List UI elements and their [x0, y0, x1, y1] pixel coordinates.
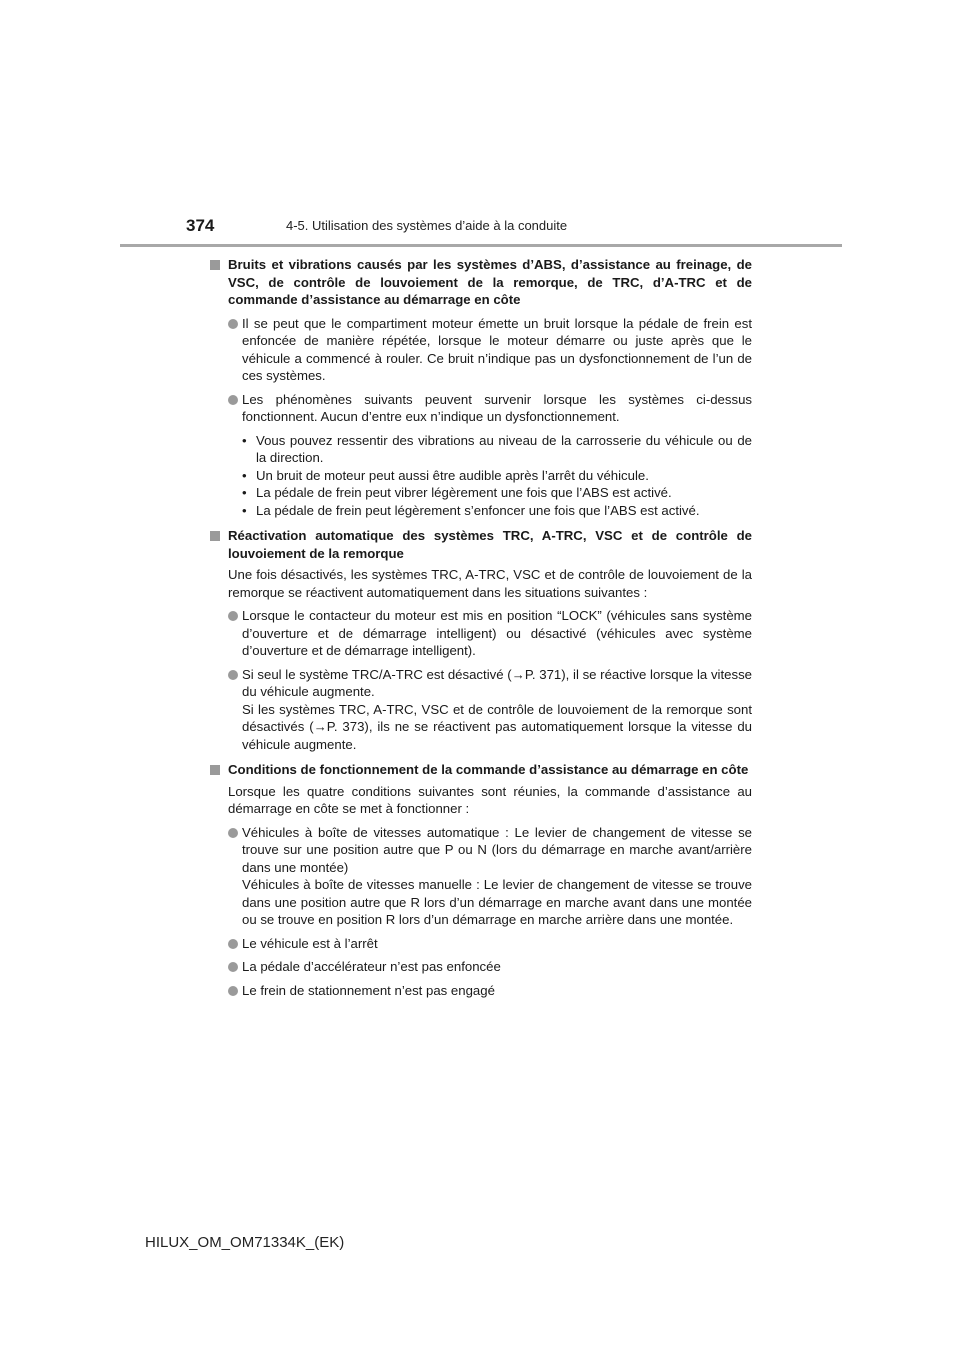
sub-item: • La pédale de frein peut légèrement s’enfoncer une fois que l’ABS est activé.	[242, 502, 700, 518]
circle-bullet-icon	[228, 828, 238, 838]
page-number: 374	[186, 216, 215, 235]
dot-marker-icon: •	[242, 467, 247, 483]
circle-bullet-icon	[228, 962, 238, 972]
circle-bullet-icon	[228, 939, 238, 949]
bullet-item: La pédale d’accélérateur n’est pas enfoncée	[228, 958, 752, 976]
square-bullet-icon	[210, 531, 220, 541]
bullet-item: Le véhicule est à l’arrêt	[228, 935, 752, 953]
bullet-item: Les phénomènes suivants peuvent survenir lorsque les systèmes ci-dessus fonctionnent. Aucun d’entre eux n’indique un dysfonctionnement.	[228, 391, 752, 426]
dot-marker-icon: •	[242, 485, 247, 500]
sub-list	[242, 432, 752, 520]
section-title: 4-5. Utilisation des systèmes d’aide à la conduite	[286, 218, 568, 233]
section-heading: Bruits et vibrations causés par les systèmes d’ABS, d’assistance au freinage, de VSC, de contrôle de louvoiement de la remorque, de TRC, d’A-TRC et de commande d’assistance au démarrage en côte	[210, 256, 752, 309]
paragraph: Une fois désactivés, les systèmes TRC, A-TRC, VSC et de contrôle de louvoiement de la remorque se réactivent automatiquement dans les situations suivantes :	[228, 567, 752, 600]
bullet-item: Le frein de stationnement n’est pas engagé	[228, 982, 752, 1000]
dot-marker-icon: •	[242, 502, 247, 518]
sub-item: • Vous pouvez ressentir des vibrations au niveau de la carrosserie du véhicule ou de la direction.	[242, 432, 752, 465]
section-heading: Réactivation automatique des systèmes TRC, A-TRC, VSC et de contrôle de louvoiement de la remorque	[210, 527, 752, 562]
section-heading: Conditions de fonctionnement de la commande d’assistance au démarrage en côte	[210, 761, 752, 779]
page-header	[120, 216, 840, 246]
square-bullet-icon	[210, 765, 220, 775]
document-code: HILUX_OM_OM71334K_(EK)	[145, 1234, 345, 1251]
header-divider	[120, 244, 842, 247]
bullet-item: Si seul le système TRC/A-TRC est désactivé (→P. 371), il se réactive lorsque la vitesse du véhicule augmente. Si les systèmes TRC, A-TRC, VSC et de contrôle de louvoiement de la remorque sont désactivés (→P. 373), ils ne se réactivent pas automatiquement lorsque la vitesse du véhicule augmente.	[228, 666, 752, 754]
sub-item: • La pédale de frein peut vibrer légèrement une fois que l’ABS est activé.	[242, 485, 672, 500]
bullet-item: Il se peut que le compartiment moteur émette un bruit lorsque la pédale de frein est enfoncée de manière répétée, lorsque le moteur démarre ou juste après que le véhicule a commencé à rouler. Ce bruit n’indique pas un dysfonctionnement de l’un de ces systèmes.	[228, 315, 752, 385]
bullet-item: Lorsque le contacteur du moteur est mis en position “LOCK” (véhicules sans système d’ouverture et de démarrage intelligent) ou désactivé (véhicules avec système d’ouverture et de démarrage intelligent).	[228, 607, 752, 660]
circle-bullet-icon	[228, 986, 238, 996]
dot-marker-icon: •	[242, 432, 247, 448]
circle-bullet-icon	[228, 670, 238, 680]
circle-bullet-icon	[228, 611, 238, 621]
circle-bullet-icon	[228, 319, 238, 329]
circle-bullet-icon	[228, 395, 238, 405]
bullet-item: Véhicules à boîte de vitesses automatique : Le levier de changement de vitesse se trouve sur une position autre que P ou N (lors du démarrage en marche avant/arrière dans une montée) Véhicules à boîte de vitesses manuelle : Le levier de changement de vitesse se trouve dans une position autre que R lors d’un démarrage en marche avant dans une montée ou se trouve en position R lors d’un démarrage en marche arrière dans une montée.	[228, 824, 752, 929]
sub-item: • Un bruit de moteur peut aussi être audible après l’arrêt du véhicule.	[242, 467, 649, 483]
page-content	[210, 256, 752, 999]
square-bullet-icon	[210, 260, 220, 270]
paragraph: Lorsque les quatre conditions suivantes sont réunies, la commande d’assistance au démarrage en côte se met à fonctionner :	[228, 783, 752, 816]
